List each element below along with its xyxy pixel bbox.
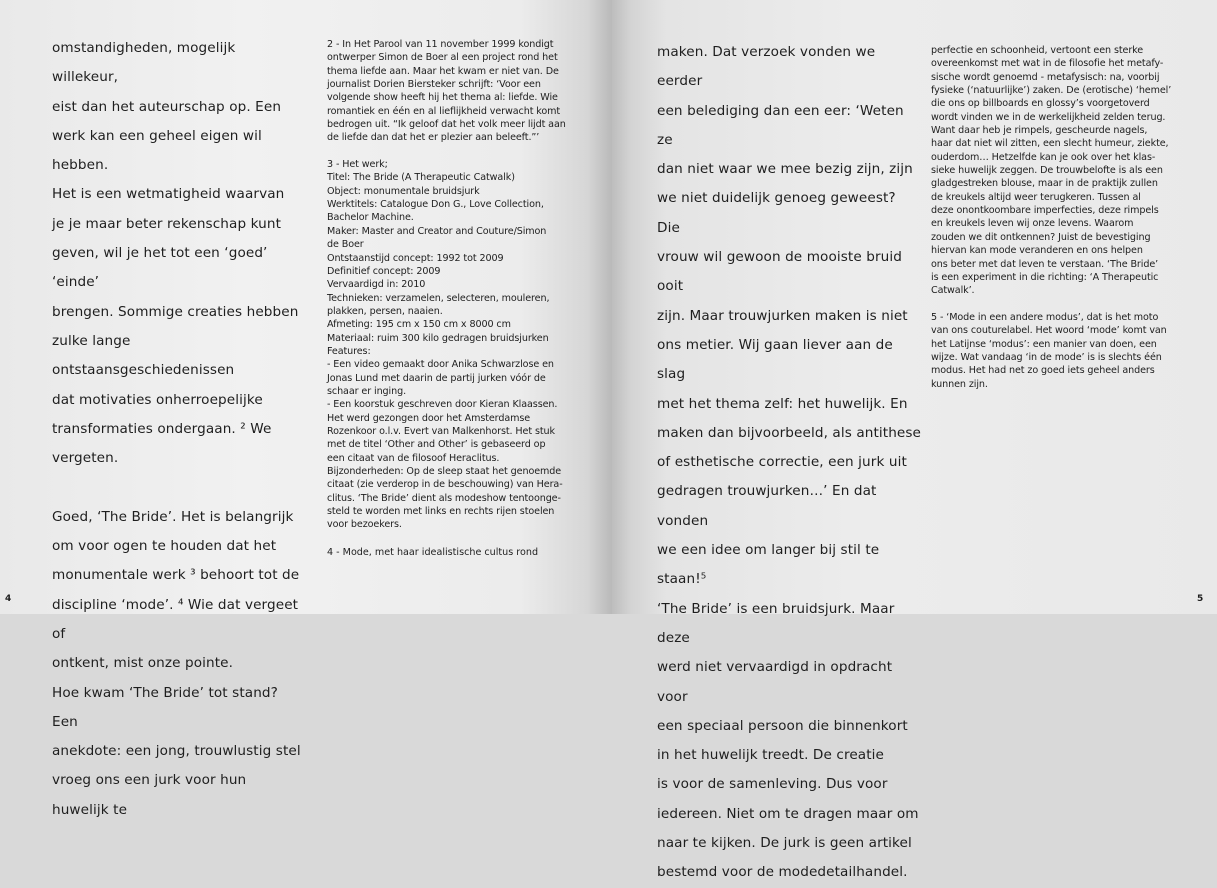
text-line: journalist Dorien Biersteker schrijft: ‘Voor een [327,79,541,91]
right-footnotes [931,44,1191,391]
text-line: modus. Het had net zo goed iets geheel anders [931,365,1155,377]
footnote-4-start: 4 - Mode, met haar idealistische cultus rond [327,547,539,558]
text-line: Afmeting: 195 cm x 150 cm x 8000 cm [327,319,511,331]
text-line: Technieken: verzamelen, selecteren, mouleren, [327,292,550,304]
text-line: werk kan een geheel eigen wil hebben. [52,127,262,174]
text-line: volgende show heeft hij het thema al: liefde. Wie [327,92,558,104]
text-line: ons metier. Wij gaan liever aan de slag [657,336,893,383]
text-line: we niet duidelijk genoeg geweest? Die [657,190,896,236]
right-main-text [657,38,922,888]
text-line: voor bezoekers. [327,519,402,531]
text-line: wordt vinden we in de werkelijkheid zelden terug. [931,111,1166,123]
text-line: monumentale werk ³ behoort tot de [52,567,300,584]
text-line: en kreukels leven wij onze levens. Waarom [931,218,1134,230]
text-line: of esthetische correctie, een jurk uit [657,454,907,471]
text-line: sische wordt genoemd - metafysisch: na, voorbij [931,71,1160,83]
text-line: deze onontkoombare imperfecties, deze rimpels [931,205,1159,217]
text-line: sieke huwelijk zeggen. De trouwbelofte is als een [931,165,1163,177]
text-line: die ons op billboards en glossy’s voorgetoverd [931,98,1150,110]
text-line: ouderdom… Hetzelfde kan je ook over het klas- [931,151,1156,163]
text-line: kunnen zijn. [931,378,988,390]
text-line: Want daar heb je rimpels, gescheurde nagels, [931,125,1148,137]
text-line: anekdote: een jong, trouwlustig stel [52,743,301,760]
text-line: vroeg ons een jurk voor hun huwelijk te [52,772,247,818]
text-line: Titel: The Bride (A Therapeutic Catwalk) [327,172,515,184]
text-line: Bijzonderheden: Op de sleep staat het genoemde [327,466,562,477]
text-line: Goed, ‘The Bride’. Het is belangrijk [52,508,294,525]
text-line: Maker: Master and Creator and Couture/Simon [327,225,547,237]
text-line: ‘The Bride’ is een bruidsjurk. Maar deze [657,600,895,646]
text-line: is voor de samenleving. Dus voor [657,776,888,793]
text-line: Werktitels: Catalogue Don G., Love Collection, [327,199,544,211]
text-line: ontkent, mist onze pointe. [52,655,234,672]
text-line: zouden we dit ontkennen? Juist de bevestiging [931,231,1151,243]
text-line: zulke lange ontstaansgeschiedenissen [52,332,235,379]
text-line: gladgestreken blouse, maar in de praktijk zullen [931,178,1158,190]
text-line: een citaat van de filosoof Heraclitus. [327,452,500,464]
text-line: vrouw wil gewoon de mooiste bruid ooit [657,249,902,295]
text-line: een belediging dan een eer: ‘Weten ze [657,102,904,148]
text-line: naar te kijken. De jurk is geen artikel [657,835,912,852]
text-line: zijn. Maar trouwjurken maken is niet [657,307,908,324]
text-line: wijze. Wat vandaag ‘in de mode’ is is slechts één [931,351,1162,363]
text-line: het Latijnse ‘modus’: een manier van doen, een [931,338,1157,350]
text-line: vergeten. [52,450,119,467]
text-line: transformaties ondergaan. ² We [52,420,272,437]
text-line: iedereen. Niet om te dragen maar om [657,805,919,822]
left-footnotes [327,38,589,532]
text-line: de Boer [327,239,364,251]
text-line: steld te worden met links en rechts rijen stoelen [327,506,555,518]
text-line: met het thema zelf: het huwelijk. En [657,395,908,412]
text-line: eist dan het auteurschap op. Een [52,98,282,115]
text-line: 2 - In Het Parool van 11 november 1999 kondigt [327,39,554,50]
text-line: Catwalk’. [931,285,975,297]
text-line: - Een koorstuk geschreven door Kieran Klaassen. [327,399,558,411]
text-line: schaar er inging. [327,385,407,397]
text-line: werd niet vervaardigd in opdracht voor [657,659,893,705]
text-line: dat motivaties onherroepelijke [52,391,263,408]
text-line: maken. Dat verzoek vonden we eerder [657,44,876,90]
text-line: van ons couturelabel. Het woord ‘mode’ komt van [931,325,1167,337]
text-line: discipline ‘mode’. ⁴ Wie dat vergeet of [52,596,299,642]
text-line: Jonas Lund met daarin de partij jurken vóór de [327,372,546,384]
text-line: Het werd gezongen door het Amsterdamse [327,412,531,424]
text-line: om voor ogen te houden dat het [52,538,277,555]
page-number-right: 5 [1197,594,1204,604]
text-line: dan niet waar we mee bezig zijn, zijn [657,161,913,178]
text-line: een speciaal persoon die binnenkort [657,717,908,734]
paragraph-gap [327,145,589,158]
text-line: Ontstaanstijd concept: 1992 tot 2009 [327,252,504,264]
text-line: de liefde dan dat het er plezier aan beleeft.”’ [327,132,540,144]
text-line: Hoe kwam ‘The Bride’ tot stand? Een [52,684,278,730]
text-line: 3 - Het werk; [327,159,388,171]
text-line: Het is een wetmatigheid waarvan [52,186,285,203]
text-line: overeenkomst met wat in de filosofie het metafy- [931,58,1164,70]
text-line: met de titel ‘Other and Other’ is gebaseerd op [327,439,546,451]
text-line: geven, wil je het tot een ‘goed’ ‘einde’ [52,245,268,291]
text-line: thema liefde aan. Maar het kwam er niet van. De [327,65,559,77]
text-line: plakken, persen, naaien. [327,305,443,317]
text-line: brengen. Sommige creaties hebben [52,303,299,320]
text-line: romantiek en één en al lieflijkheid verwacht komt [327,105,561,117]
text-line: omstandigheden, mogelijk willekeur, [52,40,236,86]
text-line: fysieke (‘natuurlijke’) zaken. De (erotische) ‘hemel’ [931,85,1172,97]
text-line: we een idee om langer bij stil te staan!⁵ [657,542,880,588]
text-line: Materiaal: ruim 300 kilo gedragen bruidsjurken [327,332,549,344]
text-line: bestemd voor de modedetailhandel. [657,864,908,881]
text-line: Features: [327,345,371,357]
text-line: clitus. ‘The Bride’ dient als modeshow tentoonge- [327,492,561,504]
text-line: is een experiment in die richting: ‘A Therapeutic [931,271,1159,283]
text-line: ons beter met dat leven te verstaan. ‘The Bride’ [931,258,1159,270]
text-line: bedrogen uit. “Ik geloof dat het volk meer lijdt aan [327,119,566,131]
text-line: hiervan kan mode veranderen en ons helpen [931,245,1143,257]
text-line: Vervaardigd in: 2010 [327,279,426,291]
text-line: ontwerper Simon de Boer al een project rond het [327,52,558,64]
left-main-text [52,34,302,825]
paragraph-gap [52,473,302,502]
text-line: Object: monumentale bruidsjurk [327,185,480,197]
paragraph-gap [931,298,1191,311]
text-line: perfectie en schoonheid, vertoont een sterke [931,45,1144,56]
text-line: Definitief concept: 2009 [327,265,441,277]
text-line: gedragen trouwjurken…’ En dat vonden [657,483,877,529]
text-line: in het huwelijk treedt. De creatie [657,747,885,764]
text-line: maken dan bijvoorbeeld, als antithese [657,424,922,441]
text-line: de kreukels altijd weer terugkeren. Tussen al [931,191,1141,203]
page-number-left: 4 [5,594,12,604]
text-line: Bachelor Machine. [327,212,414,224]
text-line: - Een video gemaakt door Anika Schwarzlose en [327,359,554,371]
text-line: Rozenkoor o.l.v. Evert van Malkenhorst. Het stuk [327,425,555,437]
text-line: citaat (zie verderop in de beschouwing) van Hera- [327,479,563,491]
text-line: je je maar beter rekenschap kunt [52,215,282,232]
text-line: 5 - ‘Mode in een andere modus’, dat is het moto [931,311,1159,323]
text-line: haar dat niet wil zitten, een slecht humeur, ziekte, [931,138,1169,150]
